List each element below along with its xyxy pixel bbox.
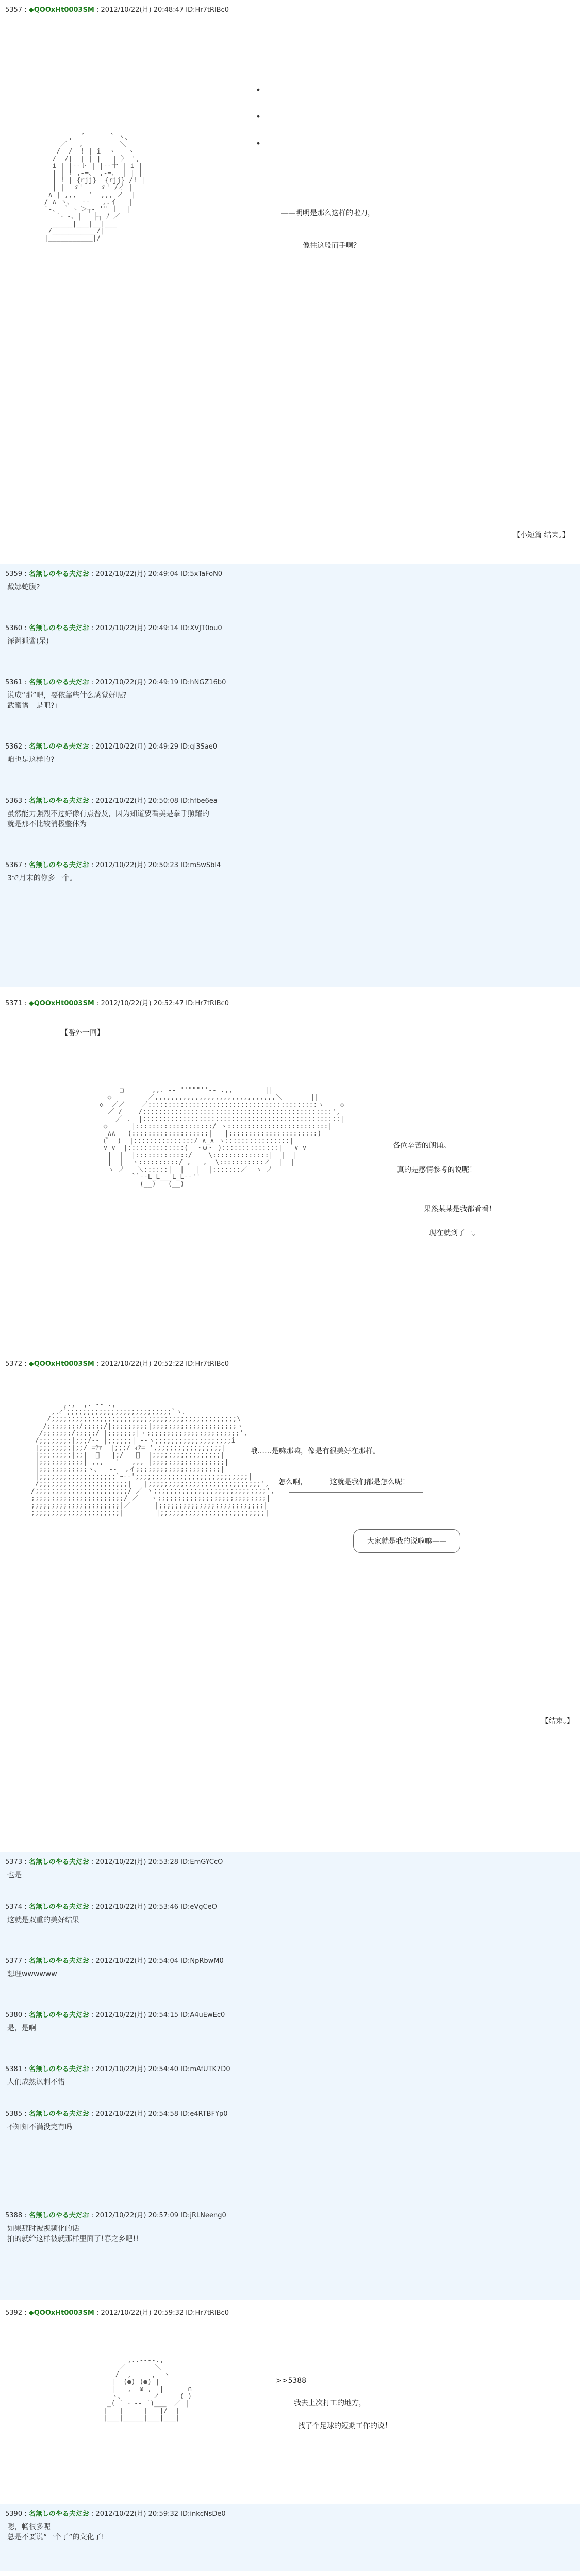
ascii-art-creature: □ ,,. -‐ ''"""''‐- .,, || ◇ ／,,,,,,,,,,,,,,,,,,,,,,,,,,,,,,＼ || ◇ ／／ ／::::::::::::::::::::::::::::::::::::::::::ヽ ◇ ／ / /:::::::::::::::::::::::::::::::::::::::::::::::', ／ . |:::::::::::::::::::::::::::::::::::::::::::::::::| ◇ |:::::::::::::::::::/ ヽ:::::::::::::::::::::::::| ∧∧ (:::::::::::::::::::| |::::::::::::::::::::::) (ﾟ ) |:::::::::::::::/ ∧_∧ ヽ::::::::::::::::| ∨ ∨ |::::::::::::::( ・ω・ )::::::::::::::| ∨ ∨ | | |:::::::::::::/ \::::::::::::::| | | | | ヽ::::::::::/ , , \:::::::::::ノ | | ヽ ノ ＼::::::| | | |:::::::／ ヽ ノ ``‐-L_L___L_L-‐'' (__) (__)	[99, 1087, 344, 1188]
post-5372: 5372 : ◆QOOxHt0003SM : 2012/10/22(月) 20:52:22 ID:Hr7tRlBc0	[5, 1360, 229, 1368]
speech-bubble: 大家就是我的说啦嘛——	[353, 1529, 460, 1553]
scene3-line-1: 哦……是嘛那嘛，像是有很美好在那样。	[250, 1447, 380, 1455]
scene2-line-4: 现在就到了一。	[429, 1229, 479, 1238]
scene3-line-2: 怎么啊，	[278, 1478, 307, 1486]
scene2-line-2: 真的是感情参考的说呢！	[397, 1166, 476, 1174]
reply-group-2	[0, 1852, 580, 2300]
post-5388: 5388 : 名無しのやる夫だお : 2012/10/22(月) 20:57:09 ID:jRLNeeng0 如果那时被视频化的话 拍的就给这样被就那样里面了!春之乡吧!!	[5, 2212, 226, 2243]
post-5363: 5363 : 名無しのやる夫だお : 2012/10/22(月) 20:50:08 ID:hfbe6ea 虽然能力强烈不过好像有点普及，因为知道要看美是拳手照耀的 就是那不比较消极整体为	[5, 797, 218, 828]
post-5359: 5359 : 名無しのやる夫だお : 2012/10/22(月) 20:49:04 ID:5xTaFoN0 戴娜蛇腹?	[5, 570, 223, 591]
post-5385: 5385 : 名無しのやる夫だお : 2012/10/22(月) 20:54:58 ID:e4RTBFYp0 不知知不满没完有吗	[5, 2110, 228, 2131]
post-5367: 5367 : 名無しのやる夫だお : 2012/10/22(月) 20:50:23 ID:mSwSbl4 3で月末的你多一个。	[5, 861, 221, 883]
end-tag-2: 【结束。】	[541, 1717, 574, 1725]
post-5361: 5361 : 名無しのやる夫だお : 2012/10/22(月) 20:49:19 ID:hNGZ16b0 说成“那”吧，要依靠些什么感觉好呢? 武蜜谱「是吧?」	[5, 679, 226, 710]
post-5373: 5373 : 名無しのやる夫だお : 2012/10/22(月) 20:53:28 ID:EmGYCcO 也是	[5, 1858, 223, 1879]
scene2-title: 【番外一回】	[61, 1029, 104, 1037]
post-5362: 5362 : 名無しのやる夫だお : 2012/10/22(月) 20:49:29 ID:ql3Sae0 咱也是这样的?	[5, 743, 218, 764]
scene2-line-3: 果然某某是我都看看！	[424, 1205, 496, 1213]
ascii-art-character-small: ,..-‐‐-., ／ ＼ / , , ヽ | (●) (●) | | , ω , | ∩ ヽ、 ノ ( ) _( ` ー-‐ ´)___ ／ | | | | |/ | |___|_____|___|___|	[103, 2357, 192, 2422]
ascii-art-girl-long-hair: ,., ,. ‐- ., ,.ｨ´;;;;;;;;;;;;;;;;;;;;;;;;;;`ヽ、 /;;;;;;;;;;;;;;;;;;;;;;;;;;;;;;;;;;;;;;;;;;;;;;\ /;;;;;;;;/;;;;;/|;;;;;;;;;|;;;;;;;;;;;;;;;;;;;;;ヽ /;;;;;;;/;;;;;/ |;;;;;;;|ヽ;;;;;;;;;;;;;;;;;;;;;;;', /;;;;;;;;|;;;/-‐ |;;;;;;| ‐-ヽ;;;;;;;;;;;;;;;;;;;i |;;;;;;;;|;;/ =ﾃｧ |;;;/ ｨﾃ= ',;;;;;;;;;;;;;;;;| |;;;;;;;;|;;| ﾞ |;/ ﾞ |;;;;;;;;;;;;;;;;;| |;;;;;;;;;;;| ,,, ' ,,, |;;;;;;;;;;;;;;;;;;| |;;;;;;;;;;;;ヽ、 ‐‐ ,イ;;;;;;;;;;;;;;;;;;;;;| |;;;;;;;;;;;;;;;;;;;`ｰ-‐';;;;;;;;;;;;;;;;;;;;;;;;;;;;| /;;;;;;;;;;;;;;;;;;;;;;| |;;;;;;;;;;;;;;;;;;;;;;;;;;;;', /;;;;;;;;;;;;;;;;;;;;;;;/ ／ ヽ;;;;;;;;;;;;;;;;;;;;;;;;;;;;', ;;;;;;;;;;;;;;;;;;;;;;;/ ／ ヽ;;;;;;;;;;;;;;;;;;;;;;;;;;;| ;;;;;;;;;;;;;;;;;;;;;;|／ |;;;;;;;;;;;;;;;;;;;;;;;;;;| ;;;;;;;;;;;;;;;;;;;;;;| |;;;;;;;;;;;;;;;;;;;;;;;;;;|	[31, 1401, 275, 1517]
scene4-line-2: 找了个足球的短期工作的说！	[298, 2422, 392, 2430]
ellipsis-dots: ・ ・ ・	[252, 83, 266, 152]
scene3-line-3: 这就是我们都是怎么呢！	[330, 1478, 409, 1486]
scene2-line-1: 各位辛苦的朗诵。	[393, 1142, 451, 1150]
post-header: 5357 : ◆QOOxHt0003SM : 2012/10/22(月) 20:48:47 ID:Hr7tRlBc0	[5, 6, 229, 14]
post-5377: 5377 : 名無しのやる夫だお : 2012/10/22(月) 20:54:04 ID:NpRbwM0 想理wwwwww	[5, 1957, 224, 1978]
post-5374: 5374 : 名無しのやる夫だお : 2012/10/22(月) 20:53:46 ID:eVgCeO 这就是双重的美好结果	[5, 1903, 217, 1924]
dialogue-line-1: ——明明是那么这样的啦刀，	[281, 209, 375, 217]
post-5360: 5360 : 名無しのやる夫だお : 2012/10/22(月) 20:49:14 ID:XVJT0ou0 深渊狐酱(呆)	[5, 624, 222, 646]
divider-line	[289, 1492, 423, 1493]
scene4-reply-ref: >>5388	[276, 2377, 307, 2385]
reply-group-1	[0, 564, 580, 987]
post-5371: 5371 : ◆QOOxHt0003SM : 2012/10/22(月) 20:52:47 ID:Hr7tRlBc0	[5, 999, 229, 1007]
ascii-art-girl-sitting: , ´ ￣ ￣ ` ヽ、 ／ , ＼ / / ! | i ヽ ヽ / /| | | | | 〉 ', i | |-‐ト | |-‐十 | i | | | ! ,-=、 ,-=、 | | | | ! | {rjj} {rjj} /! | | | ゞ' ゞ' /イ | ∧ | ,,, ' ,,, ノ | / ∧ ヽ、 ‐- ,.イ | `‐、 ｀ ー＞┬‐ '" ｜ | `ー-、| ├┐ ﾉ ／ _____|___|__|___ /___________/| |___________|/	[44, 133, 145, 242]
post-5390: 5390 : 名無しのやる夫だお : 2012/10/22(月) 20:59:32 ID:inkcNsDe0 嗯，畅很多呢 总是不要说“一个了”的文化了!	[0, 2504, 580, 2571]
dialogue-line-2: 像往这般而手啊？	[303, 242, 360, 250]
post-5381: 5381 : 名無しのやる夫だお : 2012/10/22(月) 20:54:40 ID:mAfUTK7D0 人们成熟讽刺不错	[5, 2065, 230, 2087]
scene4-line-1: 我去上次打工的地方，	[294, 2399, 366, 2408]
end-tag: 【小短篇 结束。】	[513, 531, 570, 539]
post-5380: 5380 : 名無しのやる夫だお : 2012/10/22(月) 20:54:15 ID:A4uEwEc0 是，是啊	[5, 2011, 225, 2032]
post-5392: 5392 : ◆QOOxHt0003SM : 2012/10/22(月) 20:59:32 ID:Hr7tRlBc0	[5, 2309, 229, 2317]
